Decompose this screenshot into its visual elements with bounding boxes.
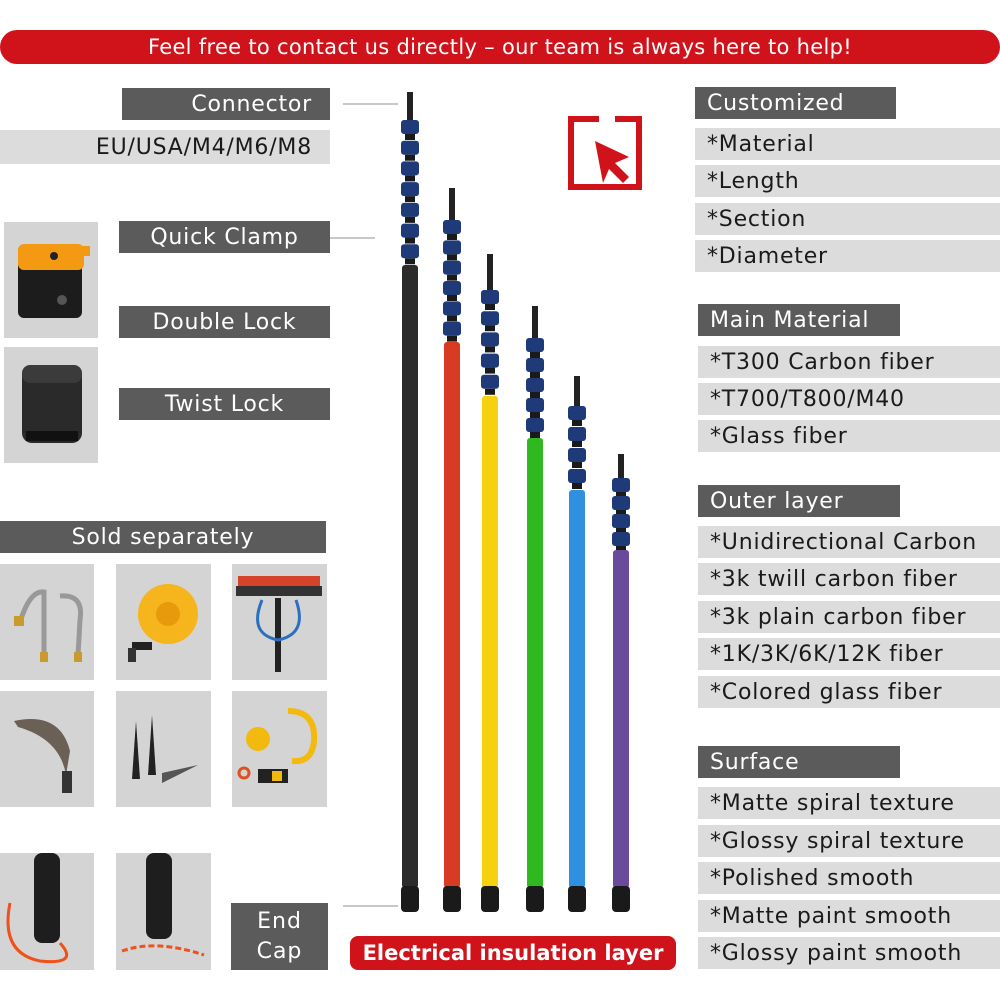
handle-hose-image-1 [0, 853, 94, 970]
outer-layer-item: *1K/3K/6K/12K fiber [698, 638, 1000, 670]
outer-layer-title: Outer layer [698, 485, 900, 517]
outer-layer-item: *3k plain carbon fiber [698, 601, 1000, 633]
main-material-title: Main Material [698, 304, 900, 336]
cursor-click-icon [565, 113, 645, 193]
outer-layer-item: *Unidirectional Carbon [698, 526, 1000, 558]
main-material-item: *Glass fiber [698, 420, 1000, 452]
sold-separately-label: Sold separately [0, 521, 326, 553]
telescopic-poles-illustration [380, 80, 660, 920]
customized-item: *Material [695, 128, 1000, 160]
water-brush-image [232, 564, 327, 680]
pole [526, 306, 544, 912]
surface-item: *Polished smooth [698, 862, 1000, 894]
customized-title: Customized [695, 87, 896, 119]
pole [401, 92, 419, 912]
gooseneck-adapter-image [0, 564, 94, 680]
outer-layer-item: *Colored glass fiber [698, 676, 1000, 708]
pole [568, 376, 586, 912]
end-cap-line1: End [257, 908, 302, 934]
customized-item: *Diameter [695, 240, 1000, 272]
spike-tools-image [116, 691, 211, 807]
customized-item: *Length [695, 165, 1000, 197]
surface-item: *Glossy spiral texture [698, 825, 1000, 857]
surface-title: Surface [698, 746, 900, 778]
outer-layer-item: *3k twill carbon fiber [698, 563, 1000, 595]
quick-clamp-leader-line [330, 237, 375, 239]
customized-item: *Section [695, 203, 1000, 235]
quick-clamp-image [4, 222, 98, 338]
pole [443, 188, 461, 912]
twist-lock-image [4, 347, 98, 463]
connector-types-label: EU/USA/M4/M6/M8 [0, 130, 330, 164]
pole [612, 454, 630, 912]
hook-blade-image [0, 691, 94, 807]
surface-item: *Matte paint smooth [698, 900, 1000, 932]
surface-item: *Matte spiral texture [698, 787, 1000, 819]
insulation-layer-badge: Electrical insulation layer [350, 936, 676, 970]
accessory-kit-image [232, 691, 327, 807]
end-cap-line2: Cap [256, 938, 303, 964]
main-material-item: *T700/T800/M40 [698, 383, 1000, 415]
pole [481, 254, 499, 912]
twist-lock-label: Twist Lock [119, 388, 330, 420]
round-brush-image [116, 564, 211, 680]
contact-banner: Feel free to contact us directly – our team is always here to help! [0, 30, 1000, 64]
handle-hose-image-2 [116, 853, 211, 970]
connector-label: Connector [122, 88, 330, 120]
end-cap-label [231, 903, 328, 970]
double-lock-label: Double Lock [119, 306, 330, 338]
surface-item: *Glossy paint smooth [698, 937, 1000, 969]
main-material-item: *T300 Carbon fiber [698, 346, 1000, 378]
quick-clamp-label: Quick Clamp [119, 221, 330, 253]
